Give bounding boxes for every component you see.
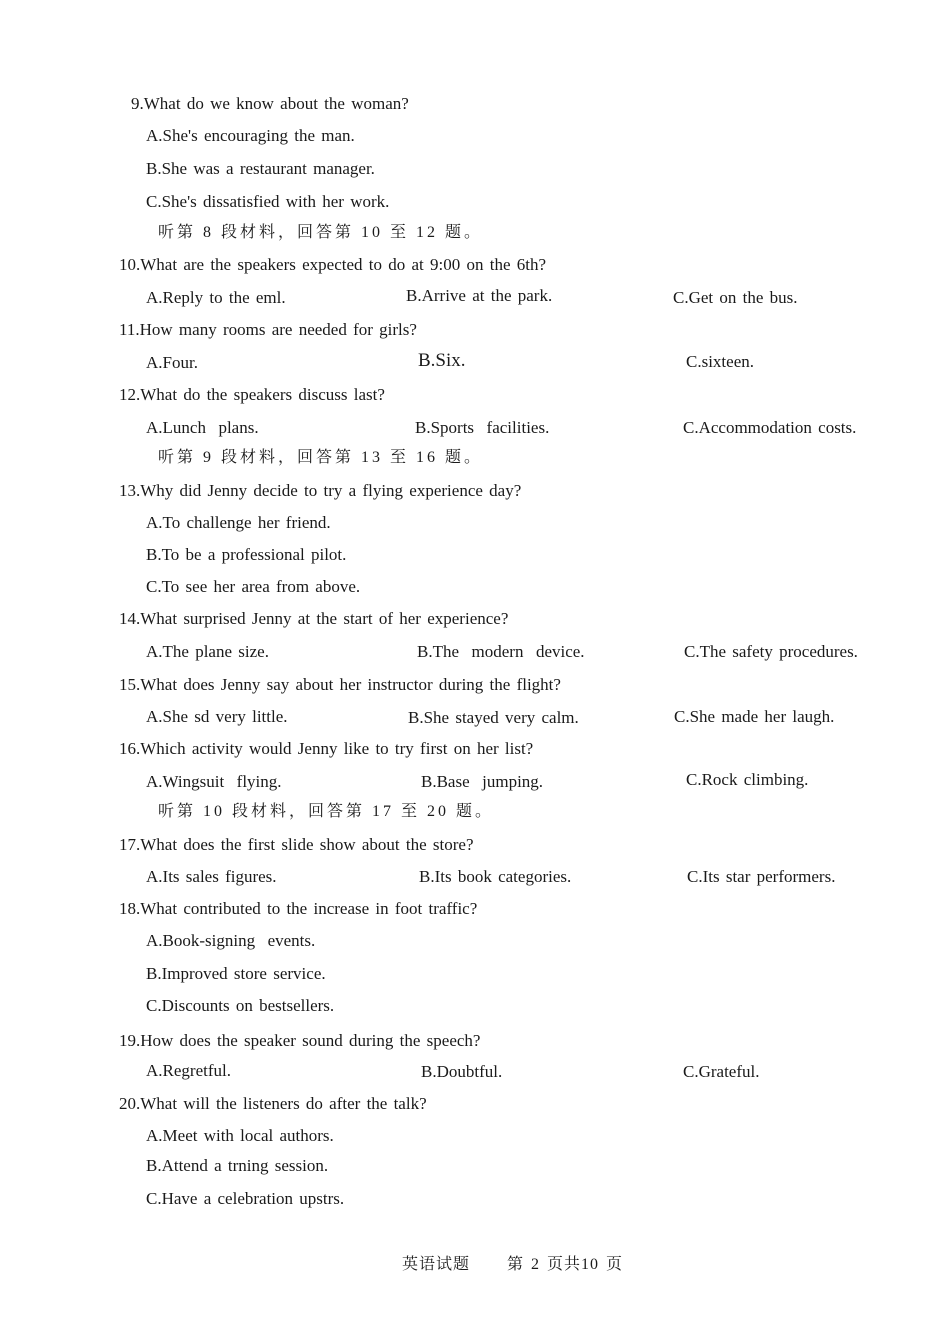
option-13b: B.To be a professional pilot. xyxy=(146,545,347,564)
option-20c: C.Have a celebration upstrs. xyxy=(146,1189,345,1208)
option-10b: B.Arrive at the park. xyxy=(406,286,553,305)
option-18c: C.Discounts on bestsellers. xyxy=(146,996,335,1015)
option-15c: C.She made her laugh. xyxy=(674,707,835,726)
question-12: 12.What do the speakers discuss last? xyxy=(119,385,385,404)
option-14b: B.The modern device. xyxy=(417,642,585,661)
option-16c: C.Rock climbing. xyxy=(686,770,809,789)
option-20b: B.Attend a trning session. xyxy=(146,1156,329,1175)
question-13: 13.Why did Jenny decide to try a flying experience day? xyxy=(119,481,522,500)
option-14c: C.The safety procedures. xyxy=(684,642,858,661)
option-13a: A.To challenge her friend. xyxy=(146,513,331,532)
question-11: 11.How many rooms are needed for girls? xyxy=(119,320,417,339)
option-12c: C.Accommodation costs. xyxy=(683,418,857,437)
option-11b: B.Six. xyxy=(418,350,466,371)
section-heading-8: 听第 8 段材料，回答第 10 至 12 题。 xyxy=(158,224,484,241)
option-10a: A.Reply to the eml. xyxy=(146,288,286,307)
option-14a: A.The plane size. xyxy=(146,642,269,661)
question-9: 9.What do we know about the woman? xyxy=(131,94,409,113)
question-17: 17.What does the first slide show about the store? xyxy=(119,835,474,854)
option-16b: B.Base jumping. xyxy=(421,772,544,791)
option-9b: B.She was a restaurant manager. xyxy=(146,159,375,178)
question-15: 15.What does Jenny say about her instructor during the flight? xyxy=(119,675,561,694)
option-19a: A.Regretful. xyxy=(146,1061,231,1080)
option-11a: A.Four. xyxy=(146,353,198,372)
option-12a: A.Lunch plans. xyxy=(146,418,259,437)
option-17c: C.Its star performers. xyxy=(687,867,836,886)
section-heading-10: 听第 10 段材料，回答第 17 至 20 题。 xyxy=(158,803,495,820)
option-17b: B.Its book categories. xyxy=(419,867,572,886)
question-18: 18.What contributed to the increase in foot traffic? xyxy=(119,899,478,918)
option-17a: A.Its sales figures. xyxy=(146,867,277,886)
question-14: 14.What surprised Jenny at the start of her experience? xyxy=(119,609,509,628)
footer-subject: 英语试题 xyxy=(402,1256,471,1273)
option-20a: A.Meet with local authors. xyxy=(146,1126,334,1145)
question-16: 16.Which activity would Jenny like to try first on her list? xyxy=(119,739,534,758)
option-19c: C.Grateful. xyxy=(683,1062,760,1081)
option-18b: B.Improved store service. xyxy=(146,964,326,983)
option-19b: B.Doubtful. xyxy=(421,1062,503,1081)
option-10c: C.Get on the bus. xyxy=(673,288,798,307)
question-10: 10.What are the speakers expected to do at 9:00 on the 6th? xyxy=(119,255,547,274)
option-12b: B.Sports facilities. xyxy=(415,418,550,437)
option-9c: C.She's dissatisfied with her work. xyxy=(146,192,390,211)
option-15b: B.She stayed very calm. xyxy=(408,708,579,727)
option-15a: A.She sd very little. xyxy=(146,707,288,726)
option-11c: C.sixteen. xyxy=(686,352,754,371)
section-heading-9: 听第 9 段材料，回答第 13 至 16 题。 xyxy=(158,449,484,466)
question-20: 20.What will the listeners do after the talk? xyxy=(119,1094,427,1113)
option-13c: C.To see her area from above. xyxy=(146,577,361,596)
question-19: 19.How does the speaker sound during the speech? xyxy=(119,1031,481,1050)
option-18a: A.Book-signing events. xyxy=(146,931,316,950)
option-16a: A.Wingsuit flying. xyxy=(146,772,282,791)
option-9a: A.She's encouraging the man. xyxy=(146,126,355,145)
footer-page-number: 第 2 页共10 页 xyxy=(507,1256,624,1273)
